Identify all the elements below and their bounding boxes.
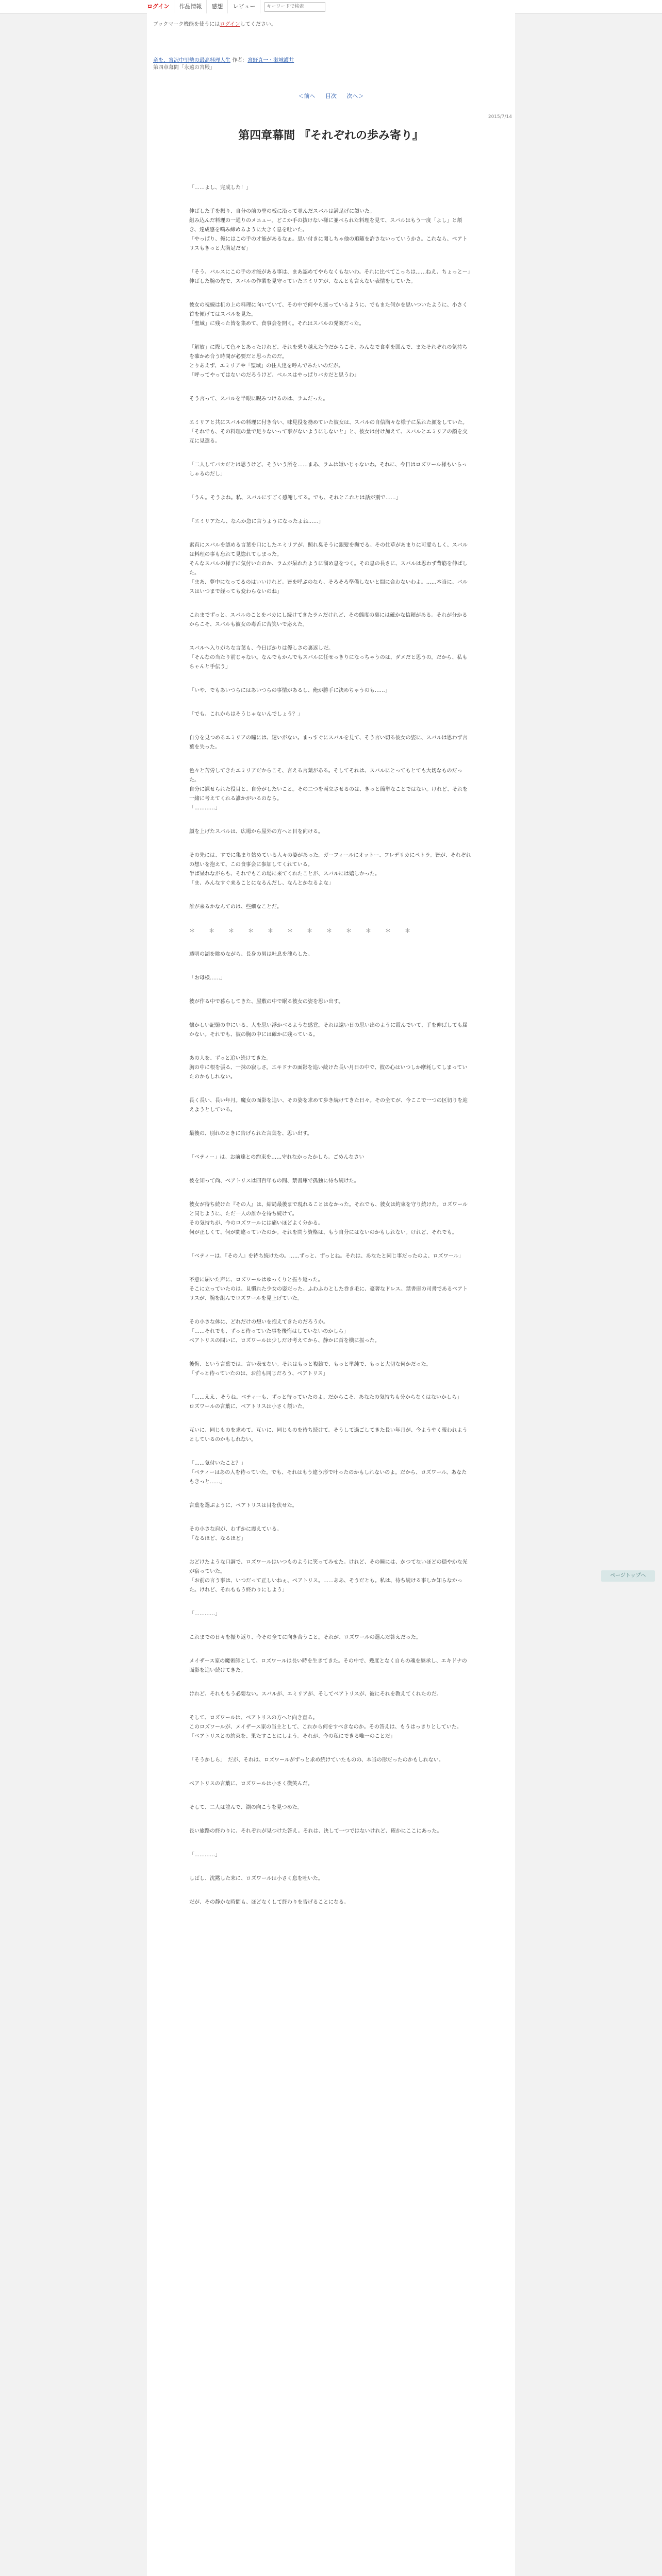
next-link[interactable]: 次へ＞: [346, 93, 364, 99]
paragraph-gap: [189, 597, 472, 611]
body-paragraph: これまでの日々を振り返り、今その全てに向き合うこと。それが、ロズワールの選んだ答えだった。: [189, 1635, 421, 1640]
body-paragraph: だが、その静かな時間も、ほどなくして終わりを告げることになる。: [189, 1900, 349, 1905]
paragraph-gap: [189, 912, 472, 926]
body-paragraph: その小さな体に、どれだけの想いを抱えてきたのだろうか。: [189, 1319, 328, 1325]
body-paragraph: 素直にスバルを認める言葉を口にしたエミリアが、照れ臭そうに銀髪を撫でる。その仕草があまりに可愛らしく、スバルは料理の事も忘れて見惚れてしまった。: [189, 543, 468, 557]
top-navigation-bar: [0, 0, 662, 14]
body-paragraph: 自分を見つめるエミリアの瞳には、迷いがない。まっすぐにスバルを見て、そう言い切る彼女の姿に、スバルは思わず言葉を失った。: [189, 735, 468, 750]
prev-link[interactable]: ＜前へ: [298, 93, 316, 99]
body-paragraph: 組み込んだ料理の一通りのメニュー。どこか手の抜けない様に並べられた料理を見て、スバルはもう一度「よし」と頷き、達成感を噛み締めるように大きく息を吐いた。: [189, 218, 462, 233]
novel-page: [147, 13, 515, 2576]
body-paragraph: 「……よし、完成した！」: [189, 185, 251, 191]
body-paragraph: 自分に課せられた役目と、自分がしたいこと。その二つを両立させるのは、きっと簡単なことではない。けれど、それを一緒に考えてくれる誰かがいるのなら。: [189, 787, 468, 802]
body-paragraph: ロズワールの言葉に、ベアトリスは小さく頷いた。: [189, 1404, 308, 1410]
body-paragraph: 「いや、でもあいつらにはあいつらの事情があるし、俺が勝手に決めちゃうのも……」: [189, 688, 390, 693]
body-paragraph: ベアトリスの言葉に、ロズワールは小さく微笑んだ。: [189, 1781, 313, 1787]
body-paragraph: おどけたような口調で、ロズワールはいつものように笑ってみせた。けれど、その瞳には、かつてないほどの穏やかな光が宿っていた。: [189, 1560, 468, 1574]
paragraph-gap: [189, 630, 472, 644]
paragraph-gap: [189, 1379, 472, 1393]
paragraph-gap: [189, 936, 472, 950]
body-paragraph: 色々と苦労してきたエミリアだからこそ、言える言葉がある。そしてそれは、スバルにとってもとても大切なものだった。: [189, 768, 462, 783]
paragraph-gap: [189, 1675, 472, 1690]
bookmark-notice-pre: ブックマーク機能を使うには: [153, 22, 220, 27]
chapter-title: 第四章幕間 『それぞれの歩み寄り』: [238, 129, 424, 142]
body-paragraph: 「お前の言う事は、いつだって正しいねぇ、ベアトリス。……ああ、そうだとも。私は、待ち続ける事しか知らなかった。けれど、それももう終わりにしよう」: [189, 1578, 462, 1593]
paragraph-gap: [189, 527, 472, 541]
body-paragraph: これまでずっと、スバルのことをバカにし続けてきたラムだけれど、その態度の裏には確かな信頼がある。それが分かるからこそ、スバルも彼女の毒舌に苦笑いで応えた。: [189, 613, 468, 628]
body-paragraph: 顔を上げたスバルは、広場から屋外の方へと目を向ける。: [189, 829, 323, 835]
paragraph-gap: [189, 1007, 472, 1021]
body-paragraph: 「ベティーは、『その人』を待ち続けたの。……ずっと、ずっとね。それは、あなたと同じ事だったのよ、ロズワール」: [189, 1253, 464, 1259]
paragraph-gap: [189, 1412, 472, 1426]
series-info: [153, 56, 294, 63]
body-paragraph: 「そんなの当たり前じゃない。なんでもかんでもスバルに任せっきりになっちゃうのは、ダメだと思うの。だから、私もちゃんと手伝う」: [189, 655, 468, 670]
body-paragraph: 「解放」に際して色々とあったけれど、それを乗り越えた今だからこそ、みんなで食卓を囲んで、またそれぞれの気持ちを確かめ合う時間が必要だと思ったのだ。: [189, 345, 468, 360]
body-paragraph: 「まあ、夢中になってるのはいいけれど。皆を呼ぶのなら、そろそろ準備しないと間に合わないわよ。……本当に、バルスはいつまで経っても変わらないのね」: [189, 580, 468, 595]
bookmark-login-link[interactable]: ログイン: [220, 22, 240, 27]
top-nav-inner: [147, 0, 325, 13]
nav-link-impressions[interactable]: 感想: [207, 0, 228, 13]
body-paragraph: 後悔、という言葉では、言い表せない。それはもっと複雑で、もっと単純で、もっと大切な何かだった。: [189, 1362, 432, 1367]
series-link[interactable]: 竜を、宮沢中里勢の最高料理人生: [153, 58, 230, 63]
paragraph-gap: [189, 1741, 472, 1756]
body-paragraph: その気持ちが、今のロズワールには痛いほどよく分かる。: [189, 1221, 323, 1226]
paragraph-gap: [189, 503, 472, 517]
paragraph-gap: [189, 719, 472, 734]
paragraph-gap: [189, 1595, 472, 1609]
body-paragraph: メイザース家の魔術師として、ロズワールは長い時を生きてきた。その中で、幾度となく自らの魂を継承し、エキドナの面影を追い続けてきた。: [189, 1658, 467, 1673]
paragraph-gap: [189, 479, 472, 494]
paragraph-gap: [189, 446, 472, 461]
paragraph-gap: [189, 253, 472, 268]
bookmark-notice: [153, 20, 276, 27]
body-paragraph: 透明の湖を眺めながら、長身の男は吐息を洩らした。: [189, 952, 313, 957]
body-paragraph: 長く長い、長い年月。魔女の面影を追い、その姿を求めて歩き続けてきた日々。その全てが、今ここで一つの区切りを迎えようとしている。: [189, 1098, 468, 1113]
paragraph-gap: [189, 1162, 472, 1177]
paragraph-gap: [189, 672, 472, 686]
body-paragraph: 「ベティーはあの人を待っていた。でも、それはもう違う形で叶ったのかもしれないのよ。だから、ロズワール、あなたもきっと……」: [189, 1470, 467, 1485]
body-paragraph: 「やっぱり、俺にはこの手の才能があるなぁ。思い付きに関しちゃ他の追随を許さないっていうかさ。これなら、ベアトリスもきっと大満足だぜ」: [189, 236, 468, 251]
body-paragraph: 「うん。そうよね。私、スバルにすごく感謝してる。でも、それとこれとは話が別で……」: [189, 495, 401, 501]
paragraph-gap: [189, 404, 472, 418]
nav-link-work-info[interactable]: 作品情報: [174, 0, 207, 13]
paragraph-gap: [189, 1511, 472, 1525]
body-paragraph: 「それでも、その料理の量で足りないって事がないようにしないと」と、彼女は付け加えて、スバルとエミリアの顔を交互に見遣る。: [189, 429, 468, 444]
body-paragraph: このロズワールが、メイザース家の当主として、これから何をすべきなのか。その答えは、もうはっきりとしていた。: [189, 1724, 462, 1730]
paragraph-gap: [189, 1238, 472, 1252]
paragraph-gap: [189, 983, 472, 997]
body-paragraph: 「ずっと待っていたのは、お前も同じだろう、ベアトリス」: [189, 1371, 328, 1377]
paragraph-gap: [189, 959, 472, 974]
body-paragraph: とりあえず、エミリアや「聖域」の住人達を呼んでみたいのだが。: [189, 363, 344, 369]
body-paragraph: 「ベティー」は、お前達との約束を……守れなかったかしら。ごめんなさい: [189, 1155, 365, 1160]
body-paragraph: しばし、沈黙した末に、ロズワールは小さく息を吐いた。: [189, 1876, 323, 1882]
body-paragraph: そこに立っていたのは、見慣れた少女の姿だった。ふわふわとした巻き毛に、豪奢なドレス。禁書庫の司書であるベアトリスが、腕を組んでロズワールを見上げていた。: [189, 1286, 468, 1301]
body-paragraph: 胸の中に根を張る、一抹の寂しさ。エキドナの面影を追い続けた長い月日の中で、彼の心はいつしか摩耗してしまっていたのかもしれない。: [189, 1065, 468, 1080]
body-paragraph: けれど、それももう必要ない。スバルが、エミリアが、そしてベアトリスが、彼にそれを教えてくれたのだ。: [189, 1691, 442, 1697]
body-paragraph: 長い旅路の終わりに、それぞれが見つけた答え。それは、決して一つではないけれど、確かにここにあった。: [189, 1828, 442, 1834]
paragraph-gap: [189, 1186, 472, 1200]
body-paragraph: 「聖域」に残った皆を集めて、食事会を開く。それはスバルの発案だった。: [189, 321, 365, 327]
body-paragraph: ベアトリスの問いに、ロズワールは少しだけ考えてから、静かに首を横に振った。: [189, 1338, 380, 1344]
paragraph-gap: [189, 1765, 472, 1780]
body-paragraph: エミリアと共にスバルの料理に付き合い、味見役を務めていた彼女は、スバルの自信満々な様子に呆れた顔をしていた。: [189, 420, 468, 426]
chapter-label: 第四章幕間「永遠の宮殿」: [153, 65, 215, 71]
body-paragraph: 「ま、みんなすぐ来ることになるんだし、なんとかなるよな」: [189, 880, 334, 886]
paragraph-gap: [189, 1544, 472, 1558]
body-paragraph: 「ベアトリスとの約束を、果たすことにしよう。それが、今の私にできる唯一のことだ」: [189, 1734, 395, 1739]
paragraph-gap: [189, 380, 472, 395]
author-label: 作者：: [232, 58, 248, 63]
body-paragraph: 「…………」: [189, 1611, 220, 1617]
body-paragraph: 不意に届いた声に、ロズワールはゆっくりと振り返った。: [189, 1277, 323, 1283]
paragraph-gap: [189, 1303, 472, 1318]
body-paragraph: 「……それでも、ずっと待っていた事を後悔はしていないのかしら」: [189, 1329, 349, 1334]
body-paragraph: 彼女の視線は机の上の料理に向いていて、その中で何やら迷っているように、でもまた何かを思いついたように、小さく首を傾げてはスバルを見た。: [189, 302, 468, 317]
paragraph-gap: [189, 1812, 472, 1827]
paragraph-gap: [189, 1139, 472, 1153]
paragraph-gap: [189, 1082, 472, 1096]
nav-link-review[interactable]: レビュー: [228, 0, 260, 13]
body-paragraph: 「そう、バルスにこの手の才能がある事は、まあ認めてやらなくもないわ。それに比べてこっちは……ねえ、ちょっとー」: [189, 269, 473, 275]
body-paragraph: そんなスバルの様子に気付いたのか、ラムが呆れたように溜め息をつく。その息の長さに、スバルは思わず背筋を伸ばした。: [189, 561, 468, 576]
body-paragraph: 最後の、別れのときに告げられた言葉を、思い出す。: [189, 1131, 312, 1137]
body-paragraph: そう言って、スバルを半眼に睨みつけるのは、ラムだった。: [189, 396, 328, 402]
paragraph-gap: [189, 1346, 472, 1360]
body-paragraph: 「お母様……」: [189, 975, 225, 981]
paragraph-gap: [189, 1115, 472, 1129]
paragraph-gap: [189, 813, 472, 827]
bookmark-notice-post: してください。: [240, 22, 276, 27]
body-paragraph: 「……気付いたこと？」: [189, 1461, 246, 1466]
paragraph-gap: [189, 1261, 472, 1276]
body-paragraph: 伸ばした腕の先で、スバルの作業を見守っていたエミリアが、なんとも言えない表情をしていた。: [189, 279, 416, 284]
novel-body: [189, 183, 472, 1907]
paragraph-gap: [189, 1836, 472, 1851]
body-paragraph: 互いに、同じものを求めて。互いに、同じものを待ち続けて。そうして過ごしてきた長い年月が、今ようやく報われようとしているのかもしれない。: [189, 1428, 468, 1443]
paragraph-gap: [189, 1619, 472, 1633]
paragraph-gap: [189, 752, 472, 767]
body-paragraph: その小さな肩が、わずかに震えている。: [189, 1527, 282, 1532]
body-paragraph: 「なるほど、なるほど」: [189, 1536, 246, 1541]
body-paragraph: 彼が作る中で暮らしてきた、屋敷の中で眠る彼女の姿を思い出す。: [189, 999, 344, 1005]
body-paragraph: 誰が来るかなんてのは、些細なことだ。: [189, 904, 282, 910]
body-paragraph: 「…………」: [189, 1852, 220, 1858]
paragraph-gap: [189, 888, 472, 903]
page-top-button[interactable]: ページトップへ: [601, 1570, 655, 1582]
body-paragraph: その先には、すでに集まり始めている人々の姿があった。ガーフィールにオットー、フレデリカにペトラ。皆が、それぞれの想いを抱えて、この食事会に参加してくれている。: [189, 853, 471, 868]
paragraph-gap: [189, 1860, 472, 1874]
body-paragraph: 半ば呆れながらも、それでもこの場に来てくれたことが、スバルには嬉しかった。: [189, 871, 380, 877]
paragraph-gap: [189, 329, 472, 343]
paragraph-gap: [189, 1040, 472, 1054]
author-link[interactable]: 宮野真一・漱城護井: [247, 58, 294, 63]
paragraph-gap: [189, 1884, 472, 1898]
body-paragraph: そして、二人は並んで、湖の向こうを見つめた。: [189, 1805, 303, 1810]
paragraph-gap: [189, 193, 472, 207]
login-link[interactable]: ログイン: [147, 0, 174, 13]
search-input[interactable]: [264, 2, 325, 12]
body-paragraph: 「…………」: [189, 805, 220, 811]
paragraph-gap: [189, 1699, 472, 1714]
body-paragraph: 懐かしい記憶の中にいる、人を思い浮かべるような感覚。それは遠い日の思い出のように霞んでいて、手を伸ばしても届かない。それでも、彼の胸の中には確かに残っている。: [189, 1023, 468, 1038]
toc-link[interactable]: 目次: [325, 93, 337, 99]
paragraph-gap: [189, 1642, 472, 1657]
body-paragraph: 何が正しくて、何が間違っていたのか。それを問う資格は、もう自分にはないのかもしれない。けれど、それでも。: [189, 1230, 457, 1235]
body-paragraph: 伸ばした手を振り、自分の前の壁の板に沿って並んだスバルは満足げに頷いた。: [189, 209, 375, 214]
body-paragraph: 「でも、これからはそうじゃないんでしょう？」: [189, 711, 303, 717]
body-paragraph: ＊ ＊ ＊ ＊ ＊ ＊ ＊ ＊ ＊ ＊ ＊ ＊: [189, 927, 415, 934]
body-paragraph: 「二人してバカだとは思うけど、そういう所を……まあ、ラムは嫌いじゃないわ。それに、今日はロズワール様もいらっしゃるのだし」: [189, 462, 467, 477]
body-paragraph: スバルへ入りがちな言葉も、今日ばかりは優しさの裏返しだ。: [189, 646, 334, 651]
body-paragraph: 「……ええ、そうね。ベティーも、ずっと待っていたのよ。だからこそ、あなたの気持ちも分からなくはないかしら」: [189, 1395, 462, 1400]
publish-date: 2015/7/14: [488, 114, 512, 120]
body-paragraph: 「そうかしら」 だが、それは、ロズワールがずっと求め続けていたものの、本当の形だったのかもしれない。: [189, 1757, 444, 1763]
paragraph-gap: [189, 696, 472, 710]
paragraph-gap: [189, 1445, 472, 1459]
body-paragraph: 彼女が待ち続けた『その人』は、結局最後まで現れることはなかった。それでも、彼女は約束を守り続けた。ロズワールと同じように、ただ一人の誰かを待ち続けて。: [189, 1202, 468, 1217]
paragraph-gap: [189, 1487, 472, 1501]
body-paragraph: あの人を、ずっと追い続けてきた。: [189, 1056, 272, 1061]
body-paragraph: 「エミリアたん、なんか急に言うようになったよね……」: [189, 519, 324, 524]
paragraph-gap: [189, 286, 472, 301]
body-paragraph: 彼を知って尚、ベアトリスは四百年もの間、禁書庫で孤独に待ち続けた。: [189, 1178, 359, 1184]
body-paragraph: 言葉を選ぶように、ベアトリスは目を伏せた。: [189, 1503, 297, 1509]
body-paragraph: そして、ロズワールは、ベアトリスの方へと向き直る。: [189, 1715, 318, 1721]
pager: [147, 92, 515, 100]
paragraph-gap: [189, 837, 472, 851]
paragraph-gap: [189, 1789, 472, 1803]
body-paragraph: 「呼ってやってはないのだろうけど、ベルスはやっぱりバカだと思うわ」: [189, 372, 359, 378]
